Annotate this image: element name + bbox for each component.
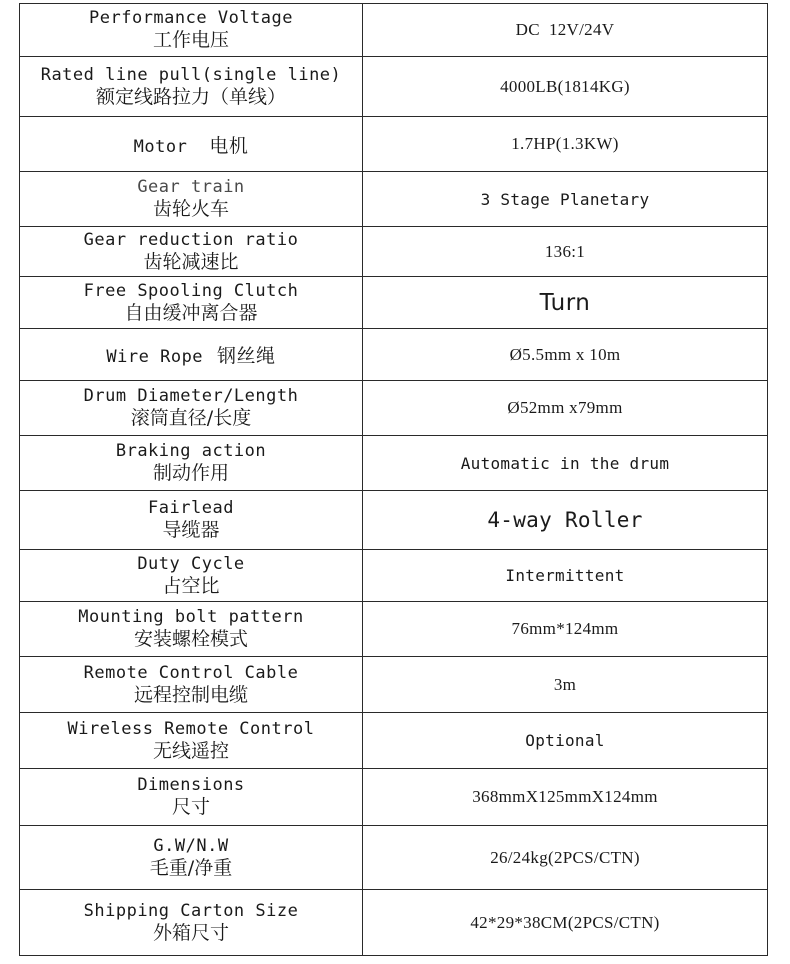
spec-row (20, 329, 768, 381)
spec-value-cell (363, 713, 768, 769)
spec-value-cell (363, 657, 768, 713)
spec-label-zh: 额定线路拉力（单线） (95, 85, 286, 108)
spec-label-zh: 自由缓冲离合器 (124, 301, 258, 324)
spec-value: Optional (525, 731, 605, 750)
spec-value-cell (363, 117, 768, 172)
spec-label-cell (20, 491, 363, 550)
spec-label-zh: 无线遥控 (152, 739, 229, 762)
spec-row (20, 381, 768, 436)
spec-row (20, 277, 768, 329)
spec-value-cell (363, 769, 768, 826)
spec-label-zh: 钢丝绳 (217, 345, 276, 367)
spec-label-zh: 齿轮减速比 (143, 250, 239, 273)
spec-value-cell (363, 491, 768, 550)
spec-value-cell (363, 602, 768, 657)
spec-label-zh: 毛重/净重 (149, 856, 233, 879)
spec-value: 136:1 (544, 241, 586, 261)
spec-label-cell (20, 826, 363, 890)
spec-label-cell (20, 657, 363, 713)
spec-value-cell (363, 436, 768, 491)
spec-label-en: Wire Rope (106, 347, 204, 367)
spec-row (20, 826, 768, 890)
spec-label-cell (20, 57, 363, 117)
spec-value: 26/24kg(2PCS/CTN) (490, 847, 640, 867)
spec-label-cell (20, 890, 363, 956)
spec-label-zh: 滚筒直径/长度 (130, 407, 252, 429)
spec-row (20, 890, 768, 956)
spec-value-cell (363, 826, 768, 890)
spec-label-cell (20, 227, 363, 277)
spec-value: Intermittent (505, 566, 625, 585)
spec-label-cell (20, 381, 363, 436)
spec-label-en: Braking action (115, 441, 267, 461)
spec-value-cell (363, 172, 768, 227)
spec-label-cell (20, 550, 363, 602)
spec-row (20, 550, 768, 602)
spec-label-en: Fairlead (148, 498, 234, 518)
spec-label-en: Free Spooling Clutch (83, 280, 299, 301)
spec-row (20, 117, 768, 172)
spec-row (20, 713, 768, 769)
spec-row (20, 602, 768, 657)
spec-label-en: Drum Diameter/Length (83, 386, 299, 406)
spec-label-zh: 尺寸 (171, 796, 210, 818)
spec-value: 368mmX125mmX124mm (472, 787, 658, 806)
spec-value: Automatic in the drum (460, 453, 670, 473)
spec-value-cell (363, 550, 768, 602)
spec-label-zh: 外箱尺寸 (152, 921, 229, 944)
spec-value: Ø5.5mm x 10m (509, 344, 621, 364)
spec-label-en: Duty Cycle (137, 553, 245, 574)
spec-value: 42*29*38CM(2PCS/CTN) (470, 912, 660, 932)
spec-label-cell (20, 277, 363, 329)
spec-label-zh: 远程控制电缆 (133, 683, 248, 706)
spec-value: 4-way Roller (487, 508, 643, 532)
spec-row (20, 769, 768, 826)
spec-value-cell (363, 890, 768, 956)
spec-label-en: Gear train (137, 177, 245, 197)
spec-label-cell (20, 602, 363, 657)
spec-value-cell (363, 57, 768, 117)
spec-value-cell (363, 381, 768, 436)
spec-value: Ø52mm x79mm (507, 398, 623, 417)
spec-value: 3 Stage Planetary (480, 189, 650, 209)
spec-label-cell (20, 172, 363, 227)
spec-label-cell (20, 769, 363, 826)
spec-value-cell (363, 227, 768, 277)
spec-label-cell (20, 4, 363, 57)
spec-row (20, 227, 768, 277)
spec-label-cell (20, 329, 363, 381)
spec-row (20, 57, 768, 117)
spec-value-cell (363, 329, 768, 381)
spec-label-en: Wireless Remote Control (67, 718, 315, 739)
spec-label-zh: 工作电压 (152, 29, 229, 51)
spec-row (20, 657, 768, 713)
spec-label-zh: 安装螺栓模式 (133, 628, 248, 650)
spec-label-zh: 导缆器 (162, 519, 220, 541)
spec-label-en: G.W/N.W (153, 835, 229, 856)
spec-label-en: Remote Control Cable (83, 662, 299, 683)
spec-row (20, 172, 768, 227)
spec-table (19, 3, 768, 956)
spec-value: 1.7HP(1.3KW) (511, 134, 619, 153)
spec-label-en: Rated line pull(single line) (40, 64, 342, 85)
spec-value-cell (363, 4, 768, 57)
spec-label-zh: 齿轮火车 (152, 198, 229, 220)
spec-label-en: Shipping Carton Size (83, 900, 299, 921)
spec-label-en: Performance Voltage (89, 8, 293, 28)
spec-label-en: Gear reduction ratio (83, 229, 299, 250)
spec-value: DC 12V/24V (515, 20, 615, 39)
spec-row (20, 4, 768, 57)
spec-label-zh: 电机 (209, 134, 249, 157)
spec-value: 4000LB(1814KG) (500, 76, 630, 96)
spec-label-cell (20, 117, 363, 172)
spec-row (20, 491, 768, 550)
spec-label-cell (20, 436, 363, 491)
spec-label-en: Mounting bolt pattern (78, 607, 304, 627)
spec-value: 3m (553, 674, 577, 694)
spec-label-en: Motor (133, 136, 188, 157)
spec-label-zh: 占空比 (162, 574, 220, 597)
spec-value: Turn (539, 289, 591, 316)
spec-value-cell (363, 277, 768, 329)
spec-row (20, 436, 768, 491)
spec-label-cell (20, 713, 363, 769)
spec-label-en: Dimensions (137, 775, 245, 795)
spec-label-zh: 制动作用 (152, 462, 229, 484)
spec-value: 76mm*124mm (511, 619, 619, 638)
